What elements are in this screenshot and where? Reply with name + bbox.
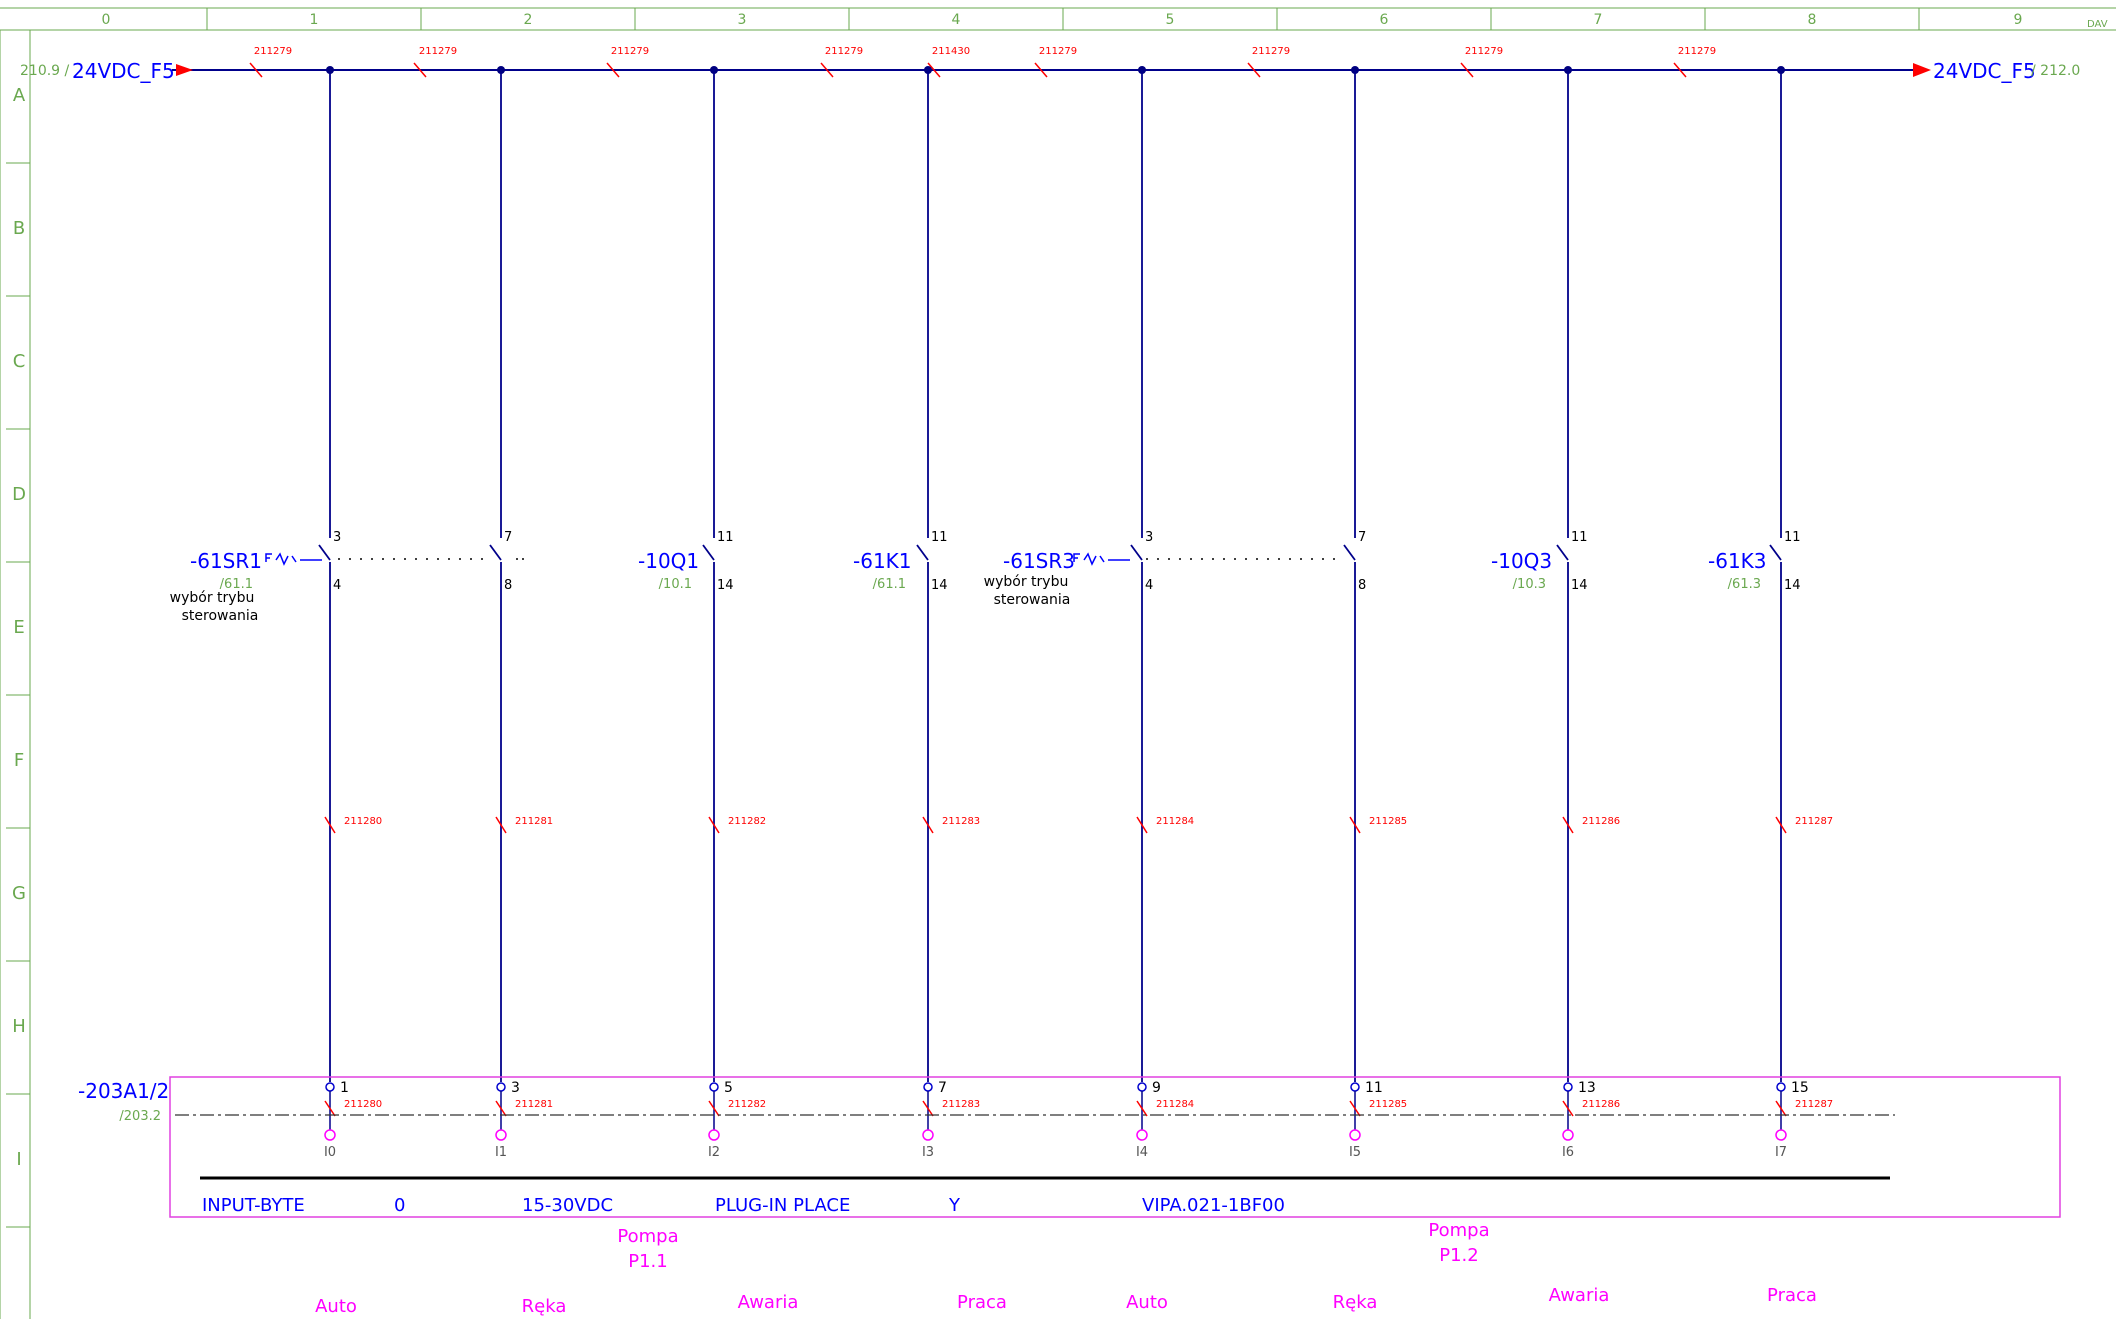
device-ref: /10.1 bbox=[658, 577, 692, 592]
terminal-number: 7 bbox=[938, 1080, 947, 1096]
wire-number: 211279 bbox=[610, 46, 650, 57]
contact-pin-number: 14 bbox=[1571, 578, 1588, 593]
wire-number: 211285 bbox=[1369, 1099, 1408, 1110]
contact-pin-number: 14 bbox=[717, 578, 734, 593]
row-label: I bbox=[16, 1149, 22, 1170]
drawing-frame bbox=[0, 8, 2116, 1319]
supply-left-ref: 210.9 / bbox=[20, 63, 70, 79]
group-labels bbox=[617, 1220, 1489, 1272]
input-address: I6 bbox=[1561, 1145, 1575, 1160]
input-connection-point bbox=[709, 1130, 719, 1140]
wire-number: 211283 bbox=[942, 1099, 981, 1110]
terminal-circle bbox=[326, 1083, 334, 1091]
contact-pin-number: 14 bbox=[931, 578, 948, 593]
terminal-number: 15 bbox=[1791, 1080, 1809, 1096]
terminal-number: 3 bbox=[511, 1080, 520, 1096]
wire-number: 211279 bbox=[253, 46, 293, 57]
wire-number: 211279 bbox=[1677, 46, 1717, 57]
module-name: -203A1/2 bbox=[78, 1079, 170, 1103]
device-description: sterowania bbox=[993, 592, 1071, 608]
input-connection-point bbox=[923, 1130, 933, 1140]
device-name: -61SR1 bbox=[190, 549, 262, 573]
wire-number: 211280 bbox=[344, 1099, 383, 1110]
input-address: I2 bbox=[707, 1145, 721, 1160]
column-label: 2 bbox=[523, 12, 533, 28]
column-label: 7 bbox=[1593, 12, 1603, 28]
group-label: Pompa bbox=[1428, 1220, 1490, 1241]
wire-number: 211286 bbox=[1582, 816, 1621, 827]
module-info: PLUG-IN PLACE bbox=[715, 1195, 851, 1216]
contact-pin-number: 3 bbox=[333, 530, 342, 545]
wire-number: 211285 bbox=[1369, 816, 1408, 827]
contact-blade bbox=[1131, 545, 1142, 560]
wire-number: 211282 bbox=[728, 1099, 767, 1110]
device-ref: /10.3 bbox=[1512, 577, 1546, 592]
column-label: 8 bbox=[1807, 12, 1817, 28]
wire-number: 211281 bbox=[515, 1099, 554, 1110]
device-description: wybór trybu bbox=[169, 590, 255, 606]
column-label: 0 bbox=[101, 12, 111, 28]
column-label: 5 bbox=[1165, 12, 1175, 28]
group-label: P1.1 bbox=[628, 1251, 668, 1272]
module-info: Y bbox=[949, 1195, 960, 1216]
row-label: A bbox=[12, 85, 26, 106]
column-index bbox=[102, 12, 2023, 28]
terminal-circle bbox=[497, 1083, 505, 1091]
terminal-circle bbox=[924, 1083, 932, 1091]
supply-right-arrow bbox=[1913, 63, 1931, 77]
contact-blade bbox=[1557, 545, 1568, 560]
column-label: 6 bbox=[1379, 12, 1389, 28]
contact-pin-number: 11 bbox=[1571, 530, 1588, 545]
wire-number: 211430 bbox=[931, 46, 971, 57]
wire-number: 211279 bbox=[1251, 46, 1291, 57]
function-label: Auto bbox=[1126, 1292, 1168, 1313]
wire-number: 211279 bbox=[824, 46, 864, 57]
device-description: sterowania bbox=[181, 608, 259, 624]
wire-number: 211282 bbox=[728, 816, 767, 827]
row-index bbox=[12, 85, 26, 1170]
terminal-number: 13 bbox=[1578, 1080, 1596, 1096]
contact-pin-number: 3 bbox=[1145, 530, 1154, 545]
function-label: Ręka bbox=[521, 1296, 567, 1317]
module-info: VIPA.021-1BF00 bbox=[1142, 1195, 1285, 1216]
device-name: -10Q1 bbox=[638, 549, 700, 573]
function-label: Praca bbox=[957, 1292, 1007, 1313]
device-name: -10Q3 bbox=[1491, 549, 1553, 573]
function-label: Auto bbox=[315, 1296, 357, 1317]
input-address: I4 bbox=[1135, 1145, 1149, 1160]
supply-right-ref: / 212.0 bbox=[2031, 63, 2081, 79]
contact-pin-number: 4 bbox=[333, 578, 342, 593]
contact-pin-number: 11 bbox=[1784, 530, 1801, 545]
supply-left-name: 24VDC_F5 bbox=[72, 59, 175, 83]
row-label: E bbox=[13, 617, 25, 638]
contact-pin-number: 8 bbox=[1358, 578, 1367, 593]
contact-blade bbox=[1770, 545, 1781, 560]
terminal-number: 9 bbox=[1152, 1080, 1161, 1096]
terminal-circle bbox=[710, 1083, 718, 1091]
supply-left-arrow bbox=[176, 64, 193, 76]
input-address: I3 bbox=[921, 1145, 935, 1160]
contact-blade bbox=[703, 545, 714, 560]
contact-pin-number: 7 bbox=[504, 530, 513, 545]
function-label: Awaria bbox=[737, 1292, 799, 1313]
wire-number: 211287 bbox=[1795, 816, 1834, 827]
wire-number: 211279 bbox=[1038, 46, 1078, 57]
device-name: -61K3 bbox=[1708, 549, 1767, 573]
row-label: F bbox=[13, 750, 25, 771]
column-label: 9 bbox=[2013, 12, 2023, 28]
contact-pin-number: 7 bbox=[1358, 530, 1367, 545]
input-address: I7 bbox=[1774, 1145, 1788, 1160]
module-info: 15-30VDC bbox=[522, 1195, 614, 1216]
function-label: Awaria bbox=[1548, 1285, 1610, 1306]
contact-pin-number: 11 bbox=[931, 530, 948, 545]
device-labels bbox=[170, 549, 1767, 624]
row-label: B bbox=[12, 218, 26, 239]
wire-number: 211284 bbox=[1156, 816, 1195, 827]
function-label: Praca bbox=[1767, 1285, 1817, 1306]
module-ref: /203.2 bbox=[119, 1109, 161, 1124]
column-label: 3 bbox=[737, 12, 747, 28]
supply-right-name: 24VDC_F5 bbox=[1933, 59, 2036, 83]
group-label: Pompa bbox=[617, 1226, 679, 1247]
terminal-circle bbox=[1138, 1083, 1146, 1091]
terminal-circle bbox=[1351, 1083, 1359, 1091]
device-ref: /61.1 bbox=[219, 577, 253, 592]
wire-number: 211286 bbox=[1582, 1099, 1621, 1110]
wire-number: 211280 bbox=[344, 816, 383, 827]
wire-number: 211284 bbox=[1156, 1099, 1195, 1110]
wire-number: 211283 bbox=[942, 816, 981, 827]
function-labels bbox=[315, 1285, 1817, 1317]
row-label: H bbox=[12, 1016, 26, 1037]
io-module bbox=[78, 1077, 2060, 1217]
input-connection-point bbox=[1350, 1130, 1360, 1140]
module-info: 0 bbox=[394, 1195, 406, 1216]
module-info: INPUT-BYTE bbox=[202, 1195, 305, 1216]
terminal-circle bbox=[1564, 1083, 1572, 1091]
input-connection-point bbox=[325, 1130, 335, 1140]
selector-actuator-symbol bbox=[1074, 554, 1130, 564]
terminal-number: 1 bbox=[340, 1080, 349, 1096]
input-connection-point bbox=[1563, 1130, 1573, 1140]
contact-blade bbox=[1344, 545, 1355, 560]
device-description: wybór trybu bbox=[983, 574, 1069, 590]
contact-pin-number: 11 bbox=[717, 530, 734, 545]
terminal-number: 11 bbox=[1365, 1080, 1383, 1096]
input-connection-point bbox=[1137, 1130, 1147, 1140]
rail-wire-numbers bbox=[254, 46, 1716, 57]
function-label: Ręka bbox=[1332, 1292, 1378, 1313]
device-name: -61K1 bbox=[853, 549, 912, 573]
wire-number: 211281 bbox=[515, 816, 554, 827]
contact-pin-number: 14 bbox=[1784, 578, 1801, 593]
wire-number: 211279 bbox=[1464, 46, 1504, 57]
row-label: G bbox=[12, 883, 26, 904]
input-connection-point bbox=[496, 1130, 506, 1140]
device-ref: /61.3 bbox=[1727, 577, 1761, 592]
contact-blade bbox=[917, 545, 928, 560]
row-label: C bbox=[12, 351, 26, 372]
wire-number: 211287 bbox=[1795, 1099, 1834, 1110]
input-connection-point bbox=[1776, 1130, 1786, 1140]
terminal-number: 5 bbox=[724, 1080, 733, 1096]
input-address: I0 bbox=[323, 1145, 337, 1160]
device-name: -61SR3 bbox=[1003, 549, 1075, 573]
input-channels bbox=[319, 66, 1833, 1160]
contact-pin-number: 8 bbox=[504, 578, 513, 593]
row-label: D bbox=[12, 484, 26, 505]
contact-blade bbox=[490, 545, 501, 560]
input-address: I1 bbox=[494, 1145, 508, 1160]
corner-tag: DAV bbox=[2087, 19, 2108, 30]
wire-number: 211279 bbox=[418, 46, 458, 57]
contact-pin-number: 4 bbox=[1145, 578, 1154, 593]
device-ref: /61.1 bbox=[872, 577, 906, 592]
contact-blade bbox=[319, 545, 330, 560]
column-label: 4 bbox=[951, 12, 961, 28]
selector-actuator-symbol bbox=[266, 554, 322, 564]
terminal-circle bbox=[1777, 1083, 1785, 1091]
column-label: 1 bbox=[309, 12, 319, 28]
group-label: P1.2 bbox=[1439, 1245, 1479, 1266]
input-address: I5 bbox=[1348, 1145, 1362, 1160]
